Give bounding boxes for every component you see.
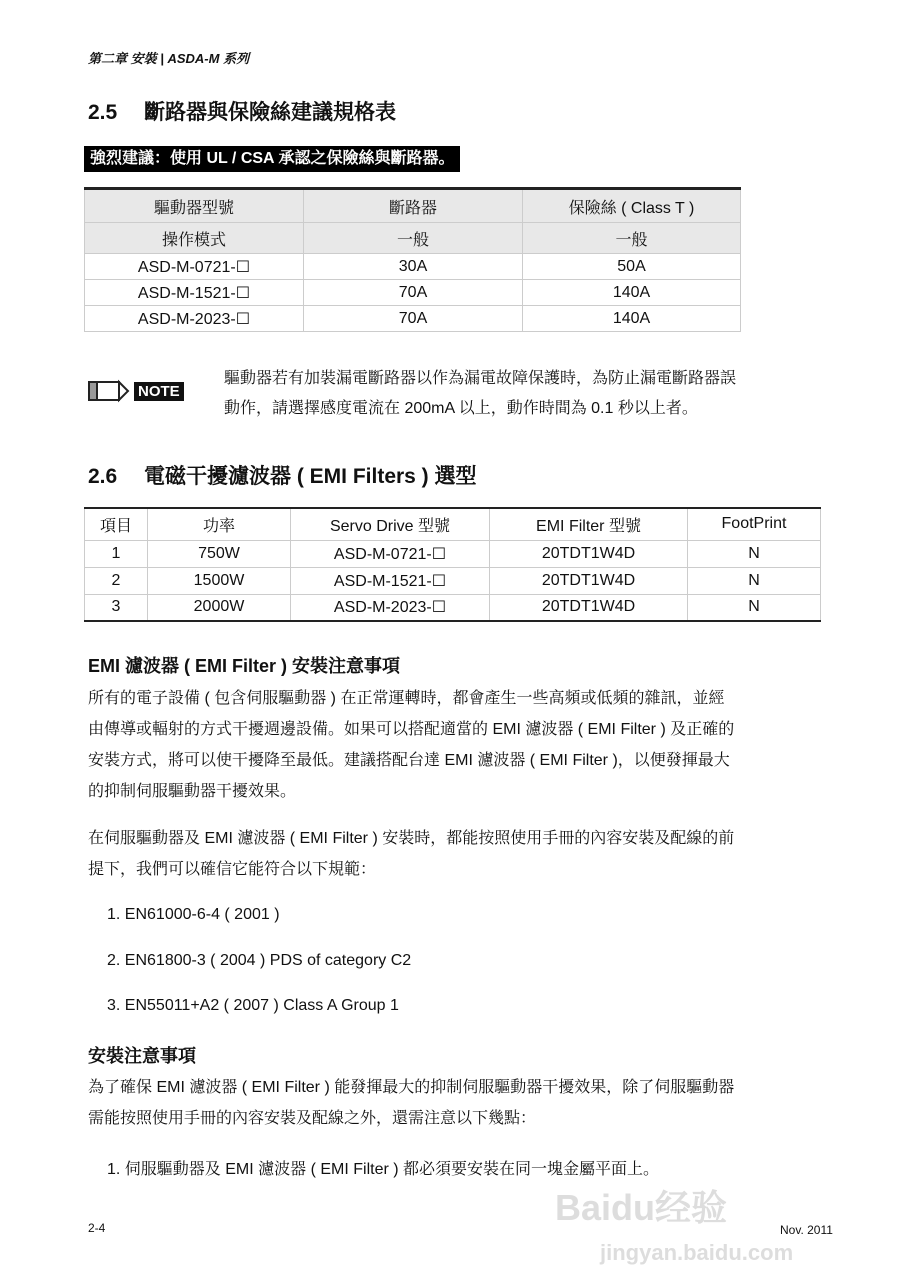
section-2-5-title	[88, 96, 396, 126]
table-cell: 驅動器型號	[85, 189, 304, 223]
table-row	[85, 306, 741, 332]
table-cell: FootPrint	[688, 508, 821, 540]
table-cell: ASD-M-0721-☐	[85, 254, 304, 280]
table-header-row	[85, 223, 741, 254]
section-title-text: 電磁干擾濾波器 ( EMI Filters ) 選型	[144, 465, 477, 488]
note-line: 動作，請選擇感度電流在 200mA 以上，動作時間為 0.1 秒以上者。	[224, 400, 698, 417]
table-cell: 20TDT1W4D	[490, 540, 688, 567]
table-cell: 項目	[85, 508, 148, 540]
table-cell: 3	[85, 594, 148, 621]
text-line: 需能按照使用手冊的內容安裝及配線之外，還需注意以下幾點：	[88, 1110, 537, 1127]
emi-install-subheading: EMI 濾波器 ( EMI Filter ) 安裝注意事項	[88, 656, 401, 676]
table-row	[85, 567, 821, 594]
pencil-icon	[88, 379, 130, 403]
text-line: 由傳導或輻射的方式干擾週邊設備。如果可以搭配適當的 EMI 濾波器 ( EMI Filter ) 及正確的	[88, 721, 735, 738]
table-cell: N	[688, 540, 821, 567]
table-row	[85, 254, 741, 280]
table-cell: ASD-M-0721-☐	[291, 540, 490, 567]
table-cell: Servo Drive 型號	[291, 508, 490, 540]
table-cell: 30A	[304, 254, 523, 280]
watermark-url: jingyan.baidu.com	[600, 1240, 794, 1265]
install-notes-subheading: 安裝注意事項	[88, 1046, 196, 1066]
table-cell: 操作模式	[85, 223, 304, 254]
section-number: 2.5	[88, 101, 118, 124]
table-header-row	[85, 189, 741, 223]
table-cell: ASD-M-1521-☐	[85, 280, 304, 306]
running-header: 第二章 安裝 | ASDA-M 系列	[88, 51, 250, 66]
table-cell: N	[688, 567, 821, 594]
table-row	[85, 280, 741, 306]
section-title-text: 斷路器與保險絲建議規格表	[144, 101, 396, 124]
breaker-fuse-table	[84, 187, 741, 332]
text-line: 提下，我們可以確信它能符合以下規範：	[88, 861, 377, 878]
note-badge: NOTE	[134, 382, 184, 401]
text-line: 的抑制伺服驅動器干擾效果。	[88, 783, 297, 800]
table-header-row	[85, 508, 821, 540]
list-item: 3. EN55011+A2 ( 2007 ) Class A Group 1	[107, 997, 399, 1014]
text-line: 所有的電子設備 ( 包含伺服驅動器 ) 在正常運轉時，都會產生一些高頻或低頻的雜訊，並經	[88, 690, 725, 707]
table-cell: 2	[85, 567, 148, 594]
table-cell: 140A	[523, 306, 741, 332]
list-item: 1. 伺服驅動器及 EMI 濾波器 ( EMI Filter ) 都必須要安裝在同一塊金屬平面上。	[107, 1161, 660, 1178]
table-cell: 50A	[523, 254, 741, 280]
table-cell: 20TDT1W4D	[490, 594, 688, 621]
table-cell: 140A	[523, 280, 741, 306]
table-cell: 2000W	[148, 594, 291, 621]
table-cell: 1	[85, 540, 148, 567]
text-line: 在伺服驅動器及 EMI 濾波器 ( EMI Filter ) 安裝時，都能按照使用手冊的內容安裝及配線的前	[88, 830, 735, 847]
table-cell: 20TDT1W4D	[490, 567, 688, 594]
table-row	[85, 594, 821, 621]
table-cell: 斷路器	[304, 189, 523, 223]
table-cell: 一般	[304, 223, 523, 254]
page-number: 2-4	[88, 1221, 106, 1235]
section-number: 2.6	[88, 465, 118, 488]
table-cell: 一般	[523, 223, 741, 254]
list-item: 1. EN61000-6-4 ( 2001 )	[107, 906, 280, 923]
watermark-logo	[555, 1188, 727, 1228]
table-cell: 保險絲 ( Class T )	[523, 189, 741, 223]
table-cell: 70A	[304, 280, 523, 306]
text-line: 安裝方式，將可以使干擾降至最低。建議搭配台達 EMI 濾波器 ( EMI Filter )，以便發揮最大	[88, 752, 730, 769]
note-text	[224, 364, 824, 424]
footer-date: Nov. 2011	[780, 1223, 833, 1237]
recommendation-banner: 強烈建議：使用 UL / CSA 承認之保險絲與斷路器。	[84, 146, 460, 172]
paragraph	[88, 683, 823, 807]
paragraph	[88, 1072, 823, 1134]
table-cell: ASD-M-2023-☐	[291, 594, 490, 621]
table-cell: 70A	[304, 306, 523, 332]
emi-filter-table	[84, 507, 821, 622]
table-cell: 750W	[148, 540, 291, 567]
note-marker	[88, 379, 184, 403]
table-cell: EMI Filter 型號	[490, 508, 688, 540]
table-row	[85, 540, 821, 567]
paragraph	[88, 823, 823, 885]
table-cell: 1500W	[148, 567, 291, 594]
section-2-6-title	[88, 460, 477, 490]
table-cell: ASD-M-2023-☐	[85, 306, 304, 332]
note-line: 驅動器若有加裝漏電斷路器以作為漏電故障保護時，為防止漏電斷路器誤	[224, 370, 737, 387]
watermark-logo-text: Baidu经验	[555, 1187, 728, 1228]
table-cell: ASD-M-1521-☐	[291, 567, 490, 594]
text-line: 為了確保 EMI 濾波器 ( EMI Filter ) 能發揮最大的抑制伺服驅動器干擾效果，除了伺服驅動器	[88, 1079, 735, 1096]
table-cell: 功率	[148, 508, 291, 540]
table-cell: N	[688, 594, 821, 621]
list-item: 2. EN61800-3 ( 2004 ) PDS of category C2	[107, 952, 412, 969]
